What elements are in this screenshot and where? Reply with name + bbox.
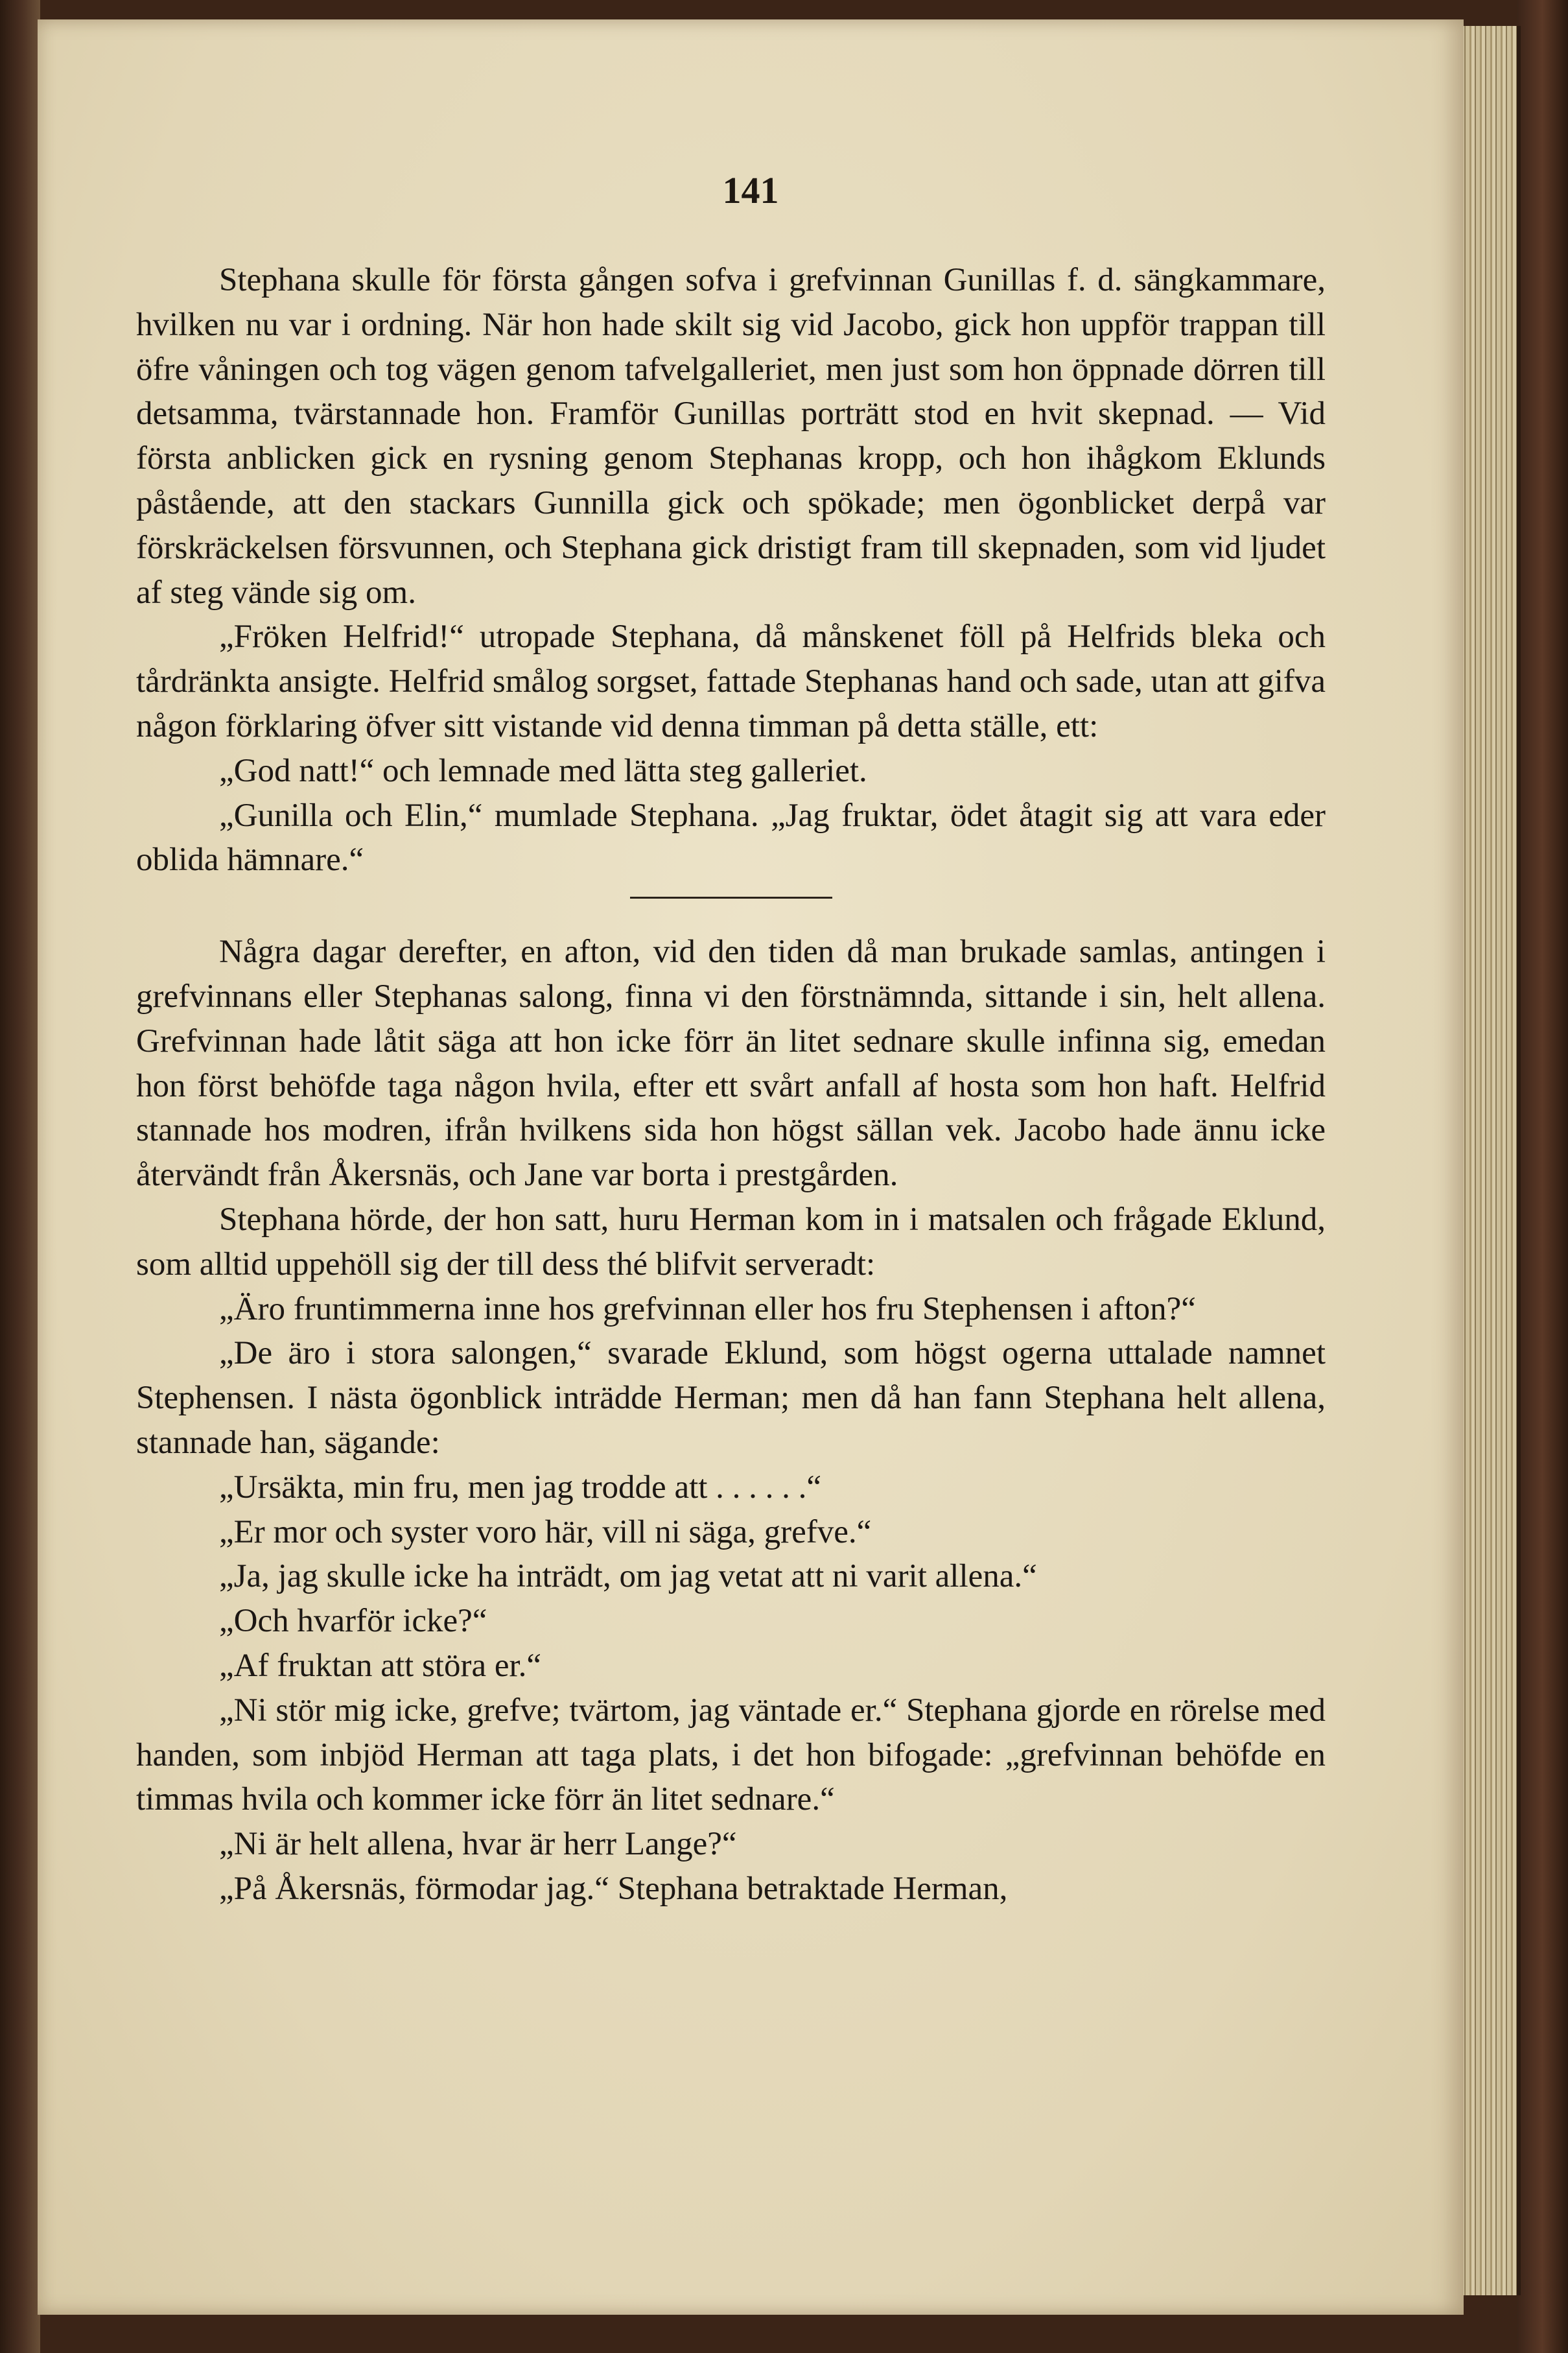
paragraph: „Gunilla och Elin,“ mumlade Stephana. „Jag fruktar, ödet åtagit sig att vara eder oblida hämnare.“ xyxy=(136,797,1326,879)
paragraph: „Er mor och syster voro här, vill ni säga, grefve.“ xyxy=(219,1513,872,1550)
paragraph: „Äro fruntimmerna inne hos grefvinnan eller hos fru Stephensen i afton?“ xyxy=(219,1290,1196,1327)
book-page xyxy=(38,19,1464,2315)
paragraph: „Ni är helt allena, hvar är herr Lange?“ xyxy=(219,1826,737,1863)
paragraph: „Af fruktan att störa er.“ xyxy=(219,1647,542,1684)
paragraph: Några dagar derefter, en afton, vid den tiden då man brukade samlas, antingen i grefvinnans eller Stephanas salong, finna vi den förstnämnda, sittande i sin, helt allena. Grefvinnan hade låtit säga att hon icke förr än litet sednare skulle infinna sig, emedan hon först behöfde taga någon hvila, efter ett svårt anfall af hosta som hon haft. Helfrid stannade hos modren, ifrån hvilkens sida hon högst sällan vek. Jacobo hade ännu icke återvändt från Åkersnäs, och Jane var borta i prestgården. xyxy=(136,934,1326,1194)
book-cover-right xyxy=(1517,0,1568,2353)
paragraph: Stephana skulle för första gången sofva i grefvinnan Gunillas f. d. sängkammare, hvilken nu var i ordning. När hon hade skilt sig vid Jacobo, gick hon uppför trappan till öfre våningen och tog vägen genom tafvelgalleriet, men just som hon öppnade dörren till detsamma, tvärstannade hon. Framför Gunillas porträtt stod en hvit skepnad. — Vid första anblicken gick en rysning genom Stephanas kropp, och hon ihågkom Eklunds påstående, att den stackars Gunnilla gick och spökade; men ögonblicket derpå var förskräckelsen försvunnen, och Stephana gick dristigt fram till skepnaden, som vid ljudet af steg vände sig om. xyxy=(136,262,1326,611)
text-block xyxy=(136,258,1326,1911)
paragraph: „Ursäkta, min fru, men jag trodde att . . . . . .“ xyxy=(219,1469,822,1506)
paragraph: „God natt!“ och lemnade med lätta steg galleriet. xyxy=(219,752,867,789)
book-edge-left xyxy=(0,0,40,2353)
paragraph: „På Åkersnäs, förmodar jag.“ Stephana betraktade Herman, xyxy=(219,1870,1008,1907)
paragraph: „Ni stör mig icke, grefve; tvärtom, jag väntade er.“ Stephana gjorde en rörelse med handen, som inbjöd Herman att taga plats, i det hon bifogade: „grefvinnan behöfde en timmas hvila och kommer icke förr än litet sednare.“ xyxy=(136,1692,1326,1818)
paragraph: „Fröken Helfrid!“ utropade Stephana, då månskenet föll på Helfrids bleka och tårdränkta ansigte. Helfrid smålog sorgset, fattade Stephanas hand och sade, utan att gifva någon förklaring öfver sitt vistande vid denna timman på detta ställe, ett: xyxy=(136,619,1326,744)
page-number: 141 xyxy=(722,169,779,211)
paragraph: „Och hvarför icke?“ xyxy=(219,1603,487,1640)
paragraph: „De äro i stora salongen,“ svarade Eklund, som högst ogerna uttalade namnet Stephensen. I nästa ögonblick inträdde Herman; men då han fann Stephana helt allena, stannade han, sägande: xyxy=(136,1335,1326,1461)
section-divider xyxy=(630,897,832,899)
page-fore-edge xyxy=(1455,26,1521,2295)
paragraph: „Ja, jag skulle icke ha inträdt, om jag vetat att ni varit allena.“ xyxy=(219,1558,1037,1595)
paragraph: Stephana hörde, der hon satt, huru Herman kom in i matsalen och frågade Eklund, som alltid uppehöll sig der till dess thé blifvit serveradt: xyxy=(136,1201,1326,1283)
